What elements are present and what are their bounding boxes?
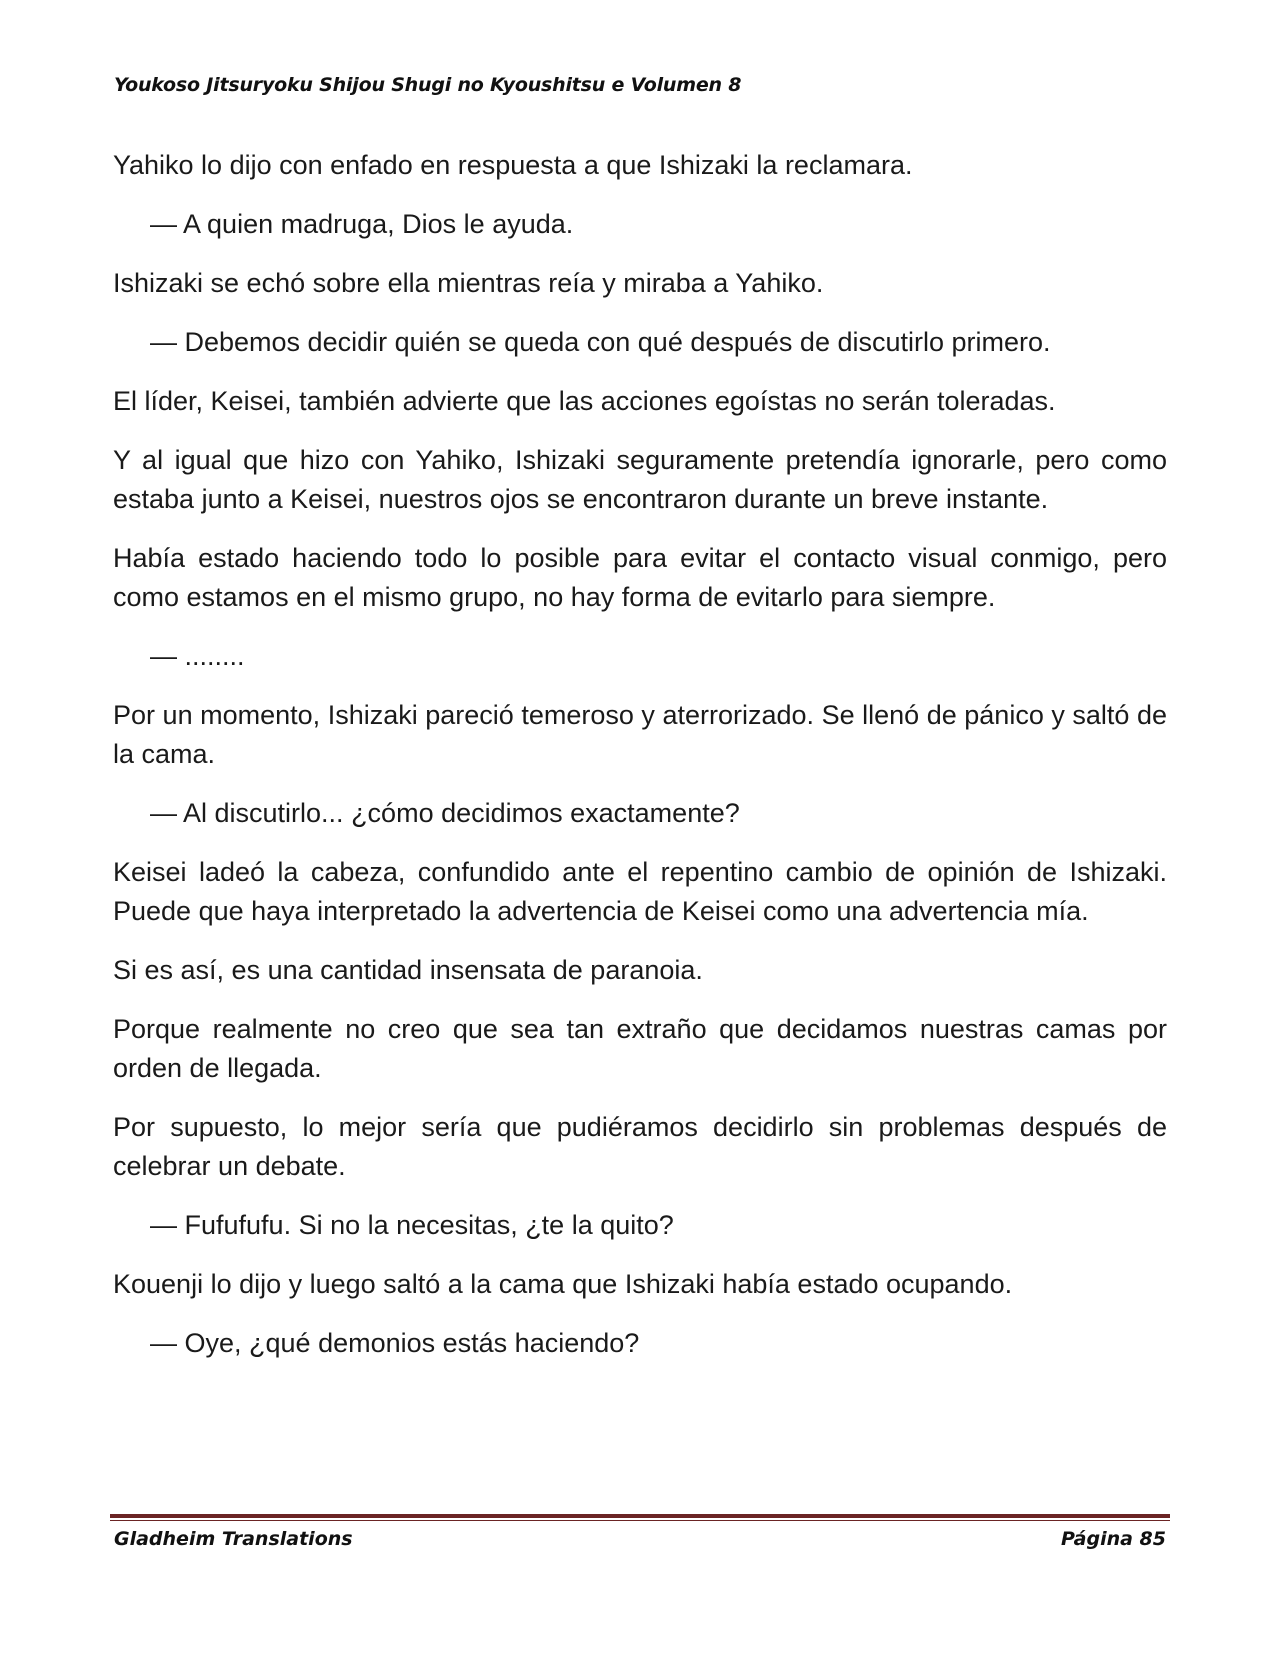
footer-publisher: Gladheim Translations [114, 1528, 353, 1550]
paragraph: Porque realmente no creo que sea tan extraño que decidamos nuestras camas por orden de llegada. [113, 1014, 1167, 1083]
dialogue-line: — Debemos decidir quién se queda con qué después de discutirlo primero. [150, 327, 1051, 357]
paragraph: Había estado haciendo todo lo posible para evitar el contacto visual conmigo, pero como estamos en el mismo grupo, no hay forma de evitarlo para siempre. [113, 543, 1167, 612]
dialogue-line: — ........ [150, 641, 245, 671]
dialogue-line: — Fufufufu. Si no la necesitas, ¿te la quito? [150, 1210, 674, 1240]
paragraph: Si es así, es una cantidad insensata de paranoia. [113, 955, 703, 985]
footer-divider-thin [110, 1520, 1170, 1521]
paragraph: Yahiko lo dijo con enfado en respuesta a que Ishizaki la reclamara. [113, 150, 913, 180]
page-body [113, 146, 1167, 1383]
paragraph: Por supuesto, lo mejor sería que pudiéramos decidirlo sin problemas después de celebrar un debate. [113, 1112, 1167, 1181]
page-header-title: Youkoso Jitsuryoku Shijou Shugi no Kyoushitsu e Volumen 8 [114, 74, 742, 96]
dialogue-line: — Al discutirlo... ¿cómo decidimos exactamente? [150, 798, 740, 828]
paragraph: Ishizaki se echó sobre ella mientras reía y miraba a Yahiko. [113, 268, 824, 298]
footer-page-number: Página 85 [1060, 1528, 1166, 1550]
paragraph: Kouenji lo dijo y luego saltó a la cama que Ishizaki había estado ocupando. [113, 1269, 1013, 1299]
paragraph: El líder, Keisei, también advierte que las acciones egoístas no serán toleradas. [113, 386, 1056, 416]
paragraph: Keisei ladeó la cabeza, confundido ante el repentino cambio de opinión de Ishizaki. Puede que haya interpretado la advertencia de Keisei como una advertencia mía. [113, 857, 1167, 926]
paragraph: Y al igual que hizo con Yahiko, Ishizaki seguramente pretendía ignorarle, pero como estaba junto a Keisei, nuestros ojos se encontraron durante un breve instante. [113, 445, 1167, 514]
dialogue-line: — A quien madruga, Dios le ayuda. [150, 209, 574, 239]
footer-divider-thick [110, 1514, 1170, 1518]
dialogue-line: — Oye, ¿qué demonios estás haciendo? [150, 1328, 640, 1358]
paragraph: Por un momento, Ishizaki pareció temeroso y aterrorizado. Se llenó de pánico y saltó de la cama. [113, 700, 1167, 769]
